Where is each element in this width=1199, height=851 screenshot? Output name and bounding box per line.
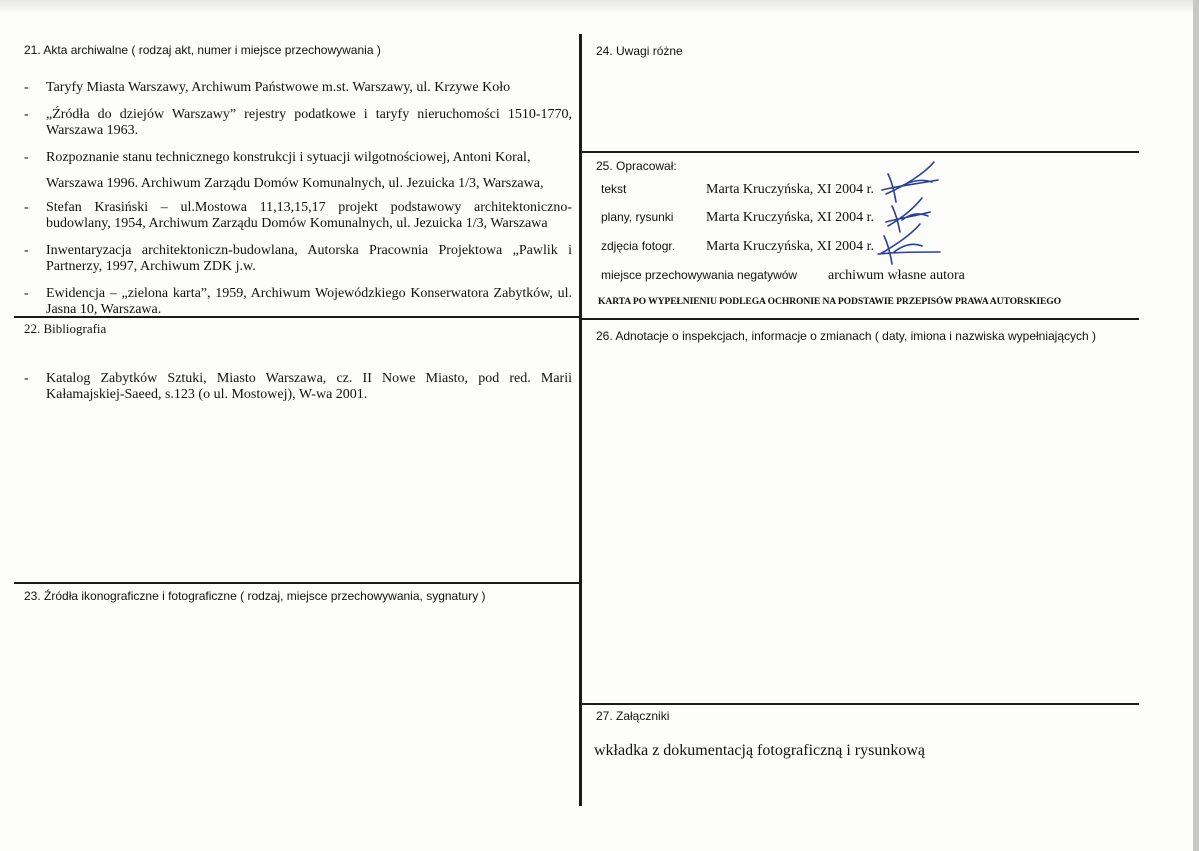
bullet-dash: - (24, 200, 29, 215)
bullet-dash: - (24, 371, 29, 386)
bullet-dash: - (24, 286, 29, 301)
archive-item-4 (24, 200, 572, 232)
section-24-heading: 24. Uwagi różne (596, 44, 683, 58)
bullet-dash: - (24, 243, 29, 258)
section-27-heading: 27. Załączniki (596, 709, 670, 723)
archive-item-text: Ewidencja – „zielona karta”, 1959, Archiwum Wojewódzkiego Konserwatora Zabytków, ul. Jasna 10, Warszawa. (46, 286, 572, 317)
center-divider (579, 34, 582, 806)
section-25-heading: 25. Opracował: (596, 159, 677, 173)
bibliography-item-1 (24, 371, 572, 403)
archive-item-text: Inwentaryzacja architektoniczn-budowlana, Autorska Pracownia Projektowa „Pawlik i Partnerzy, 1997, Archiwum ZDK j.w. (46, 243, 572, 274)
bullet-dash: - (24, 150, 29, 165)
bullet-dash: - (24, 107, 29, 122)
section-22-heading: 22. Bibliografia (24, 321, 107, 336)
archive-item-5 (24, 243, 572, 275)
author-row-plans-value: Marta Kruczyńska, XI 2004 r. (706, 210, 874, 225)
author-row-text-label: tekst (601, 182, 627, 196)
archive-item-text: Rozpoznanie stanu technicznego konstrukcji i sytuacji wilgotnościowej, Antoni Koral, (46, 150, 531, 165)
archive-item-3-continuation: Warszawa 1996. Archiwum Zarządu Domów Komunalnych, ul. Jezuicka 1/3, Warszawa, (46, 176, 544, 191)
author-row-photos-value: Marta Kruczyńska, XI 2004 r. (706, 239, 874, 254)
negatives-location-label: miejsce przechowywania negatywów (601, 268, 798, 282)
author-row-text-value: Marta Kruczyńska, XI 2004 r. (706, 182, 874, 197)
divider-24-25 (581, 151, 1139, 153)
negatives-location-value: archiwum własne autora (828, 268, 965, 283)
section-21-heading: 21. Akta archiwalne ( rodzaj akt, numer i miejsce przechowywania ) (24, 43, 381, 57)
divider-22-23 (14, 582, 580, 584)
bullet-dash: - (24, 80, 29, 95)
archive-item-text: „Źródła do dziejów Warszawy” rejestry podatkowe i taryfy nieruchomości 1510-1770, Warszawa 1963. (46, 107, 572, 138)
divider-25-26 (581, 318, 1139, 320)
scan-top-edge (0, 0, 1199, 14)
archive-item-2 (24, 107, 572, 139)
archive-item-text: Stefan Krasiński – ul.Mostowa 11,13,15,17 projekt podstawowy architektoniczno-budowlany, 1954, Archiwum Zarządu Domów Komunalnych, ul. Jezuicka 1/3, Warszawa (46, 200, 572, 231)
author-row-photos-label: zdjęcia fotogr. (601, 239, 676, 253)
archive-item-text: Taryfy Miasta Warszawy, Archiwum Państwowe m.st. Warszawy, ul. Krzywe Koło (46, 80, 511, 95)
archive-item-6 (24, 286, 572, 318)
archive-item-1 (24, 80, 572, 96)
author-row-plans-label: plany, rysunki (601, 210, 674, 224)
divider-26-27 (581, 703, 1139, 705)
attachments-content: wkładka z dokumentacją fotograficzną i rysunkową (594, 742, 925, 759)
archive-item-3 (24, 150, 572, 166)
signature-photos-row (868, 222, 948, 268)
copyright-notice: KARTA PO WYPEŁNIENIU PODLEGA OCHRONIE NA PODSTAWIE PRZEPISÓW PRAWA AUTORSKIEGO (598, 296, 1062, 307)
bibliography-item-text: Katalog Zabytków Sztuki, Miasto Warszawa, cz. II Nowe Miasto, pod red. Marii Kałamajskiej-Saeed, s.123 (o ul. Mostowej), W-wa 2001. (46, 371, 572, 402)
scan-right-edge (1193, 0, 1199, 851)
section-26-heading: 26. Adnotacje o inspekcjach, informacje o zmianach ( daty, imiona i nazwiska wypełniających ) (596, 329, 1097, 343)
section-23-heading: 23. Źródła ikonograficzne i fotograficzne ( rodzaj, miejsce przechowywania, sygnatury ) (24, 589, 486, 603)
